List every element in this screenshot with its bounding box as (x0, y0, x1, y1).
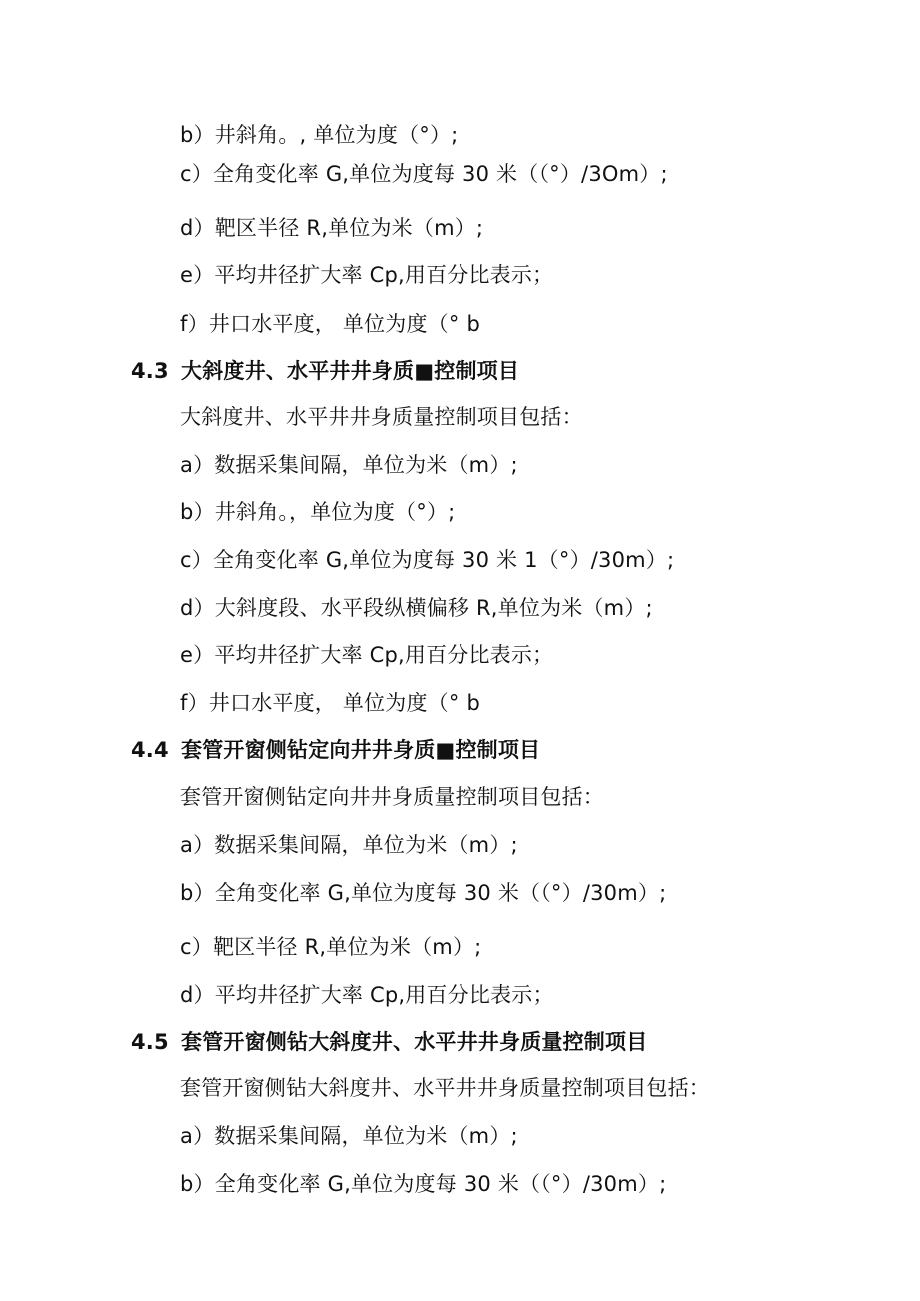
list-item: a）数据采集间隔，单位为米（m）; (180, 453, 518, 477)
list-item: c）全角变化率 G,单位为度每 30 米 1（°）/30m）; (180, 548, 675, 572)
list-item: b）井斜角。，单位为度（°）; (180, 500, 456, 524)
list-item: a）数据采集间隔，单位为米（m）; (180, 833, 518, 857)
list-item: b）井斜角。, 单位为度（°）; (180, 123, 459, 147)
list-item: e）平均井径扩大率 Cp,用百分比表示； (180, 263, 554, 287)
section-heading-4-5 (131, 1028, 647, 1056)
section-title: 大斜度井、水平井井身质■控制项目 (181, 359, 520, 383)
list-item: e）平均井径扩大率 Cp,用百分比表示； (180, 643, 554, 667)
section-heading-4-3 (131, 357, 519, 385)
section-intro: 套管开窗侧钻大斜度井、水平井井身质量控制项目包括： (180, 1076, 710, 1100)
list-item: d）大斜度段、水平段纵横偏移 R,单位为米（m）; (180, 596, 653, 620)
list-item: b）全角变化率 G,单位为度每 30 米（（°）/30m）; (180, 1172, 667, 1196)
section-intro: 套管开窗侧钻定向井井身质量控制项目包括： (180, 785, 604, 809)
section-title: 套管开窗侧钻大斜度井、水平井井身质量控制项目 (181, 1030, 648, 1054)
list-item: c）靶区半径 R,单位为米（m）; (180, 935, 482, 959)
section-title: 套管开窗侧钻定向井井身质■控制项目 (181, 738, 541, 762)
section-number: 4.5 (131, 1030, 169, 1054)
section-number: 4.4 (131, 738, 169, 762)
list-item: b）全角变化率 G,单位为度每 30 米（（°）/30m）; (180, 881, 667, 905)
list-item: f）井口水平度， 单位为度（° b (180, 691, 480, 715)
list-item: d）靶区半径 R,单位为米（m）; (180, 216, 484, 240)
list-item: c）全角变化率 G,单位为度每 30 米（（°）/3Om）; (180, 162, 668, 186)
section-number: 4.3 (131, 359, 169, 383)
list-item: d）平均井径扩大率 Cp,用百分比表示； (180, 983, 554, 1007)
list-item: f）井口水平度， 单位为度（° b (180, 312, 480, 336)
section-heading-4-4 (131, 736, 540, 764)
section-intro: 大斜度井、水平井井身质量控制项目包括： (180, 405, 583, 429)
list-item: a）数据采集间隔，单位为米（m）; (180, 1124, 518, 1148)
